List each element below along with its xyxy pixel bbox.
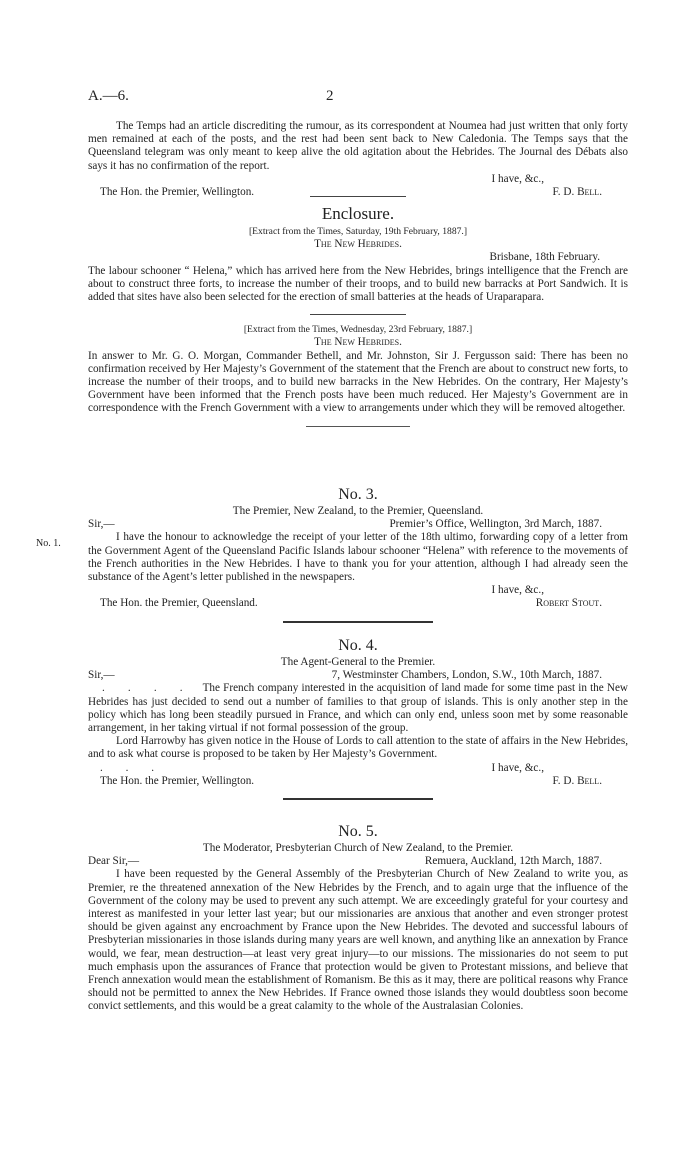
- extract-note: [Extract from the Times, Wednesday, 23rd February, 1887.]: [243, 324, 473, 336]
- extract-note: [Extract from the Times, Saturday, 19th February, 1887.]: [248, 226, 468, 237]
- letter-route: The Premier, New Zealand, to the Premier, Queensland.: [232, 505, 484, 517]
- closing: I have, &c.,: [491, 172, 544, 185]
- body-paragraph: I have been requested by the General Assembly of the Presbyterian Church of New Zealand to write you, as Premier, re the threatened annexation of the New Hebrides by the French, and to again urge that the influence of the Government of the colony may be used to prevent any such attempt. We are exceedingly grateful for your courtesy and interest as manifested in your letter last year; but our missionaries are anxious that another and even stronger protest should be given against any encroachment by France upon the New Hebrides. The devoted and successful labours of Presbyterian missionaries in those islands during many years are well known, and anything like an annexation by France would, we fear, mean destruction—at least very great injury—to our missions. The missionaries do not seem to put much emphasis upon the assurances of France that protection would be given to Protestant missions, and believe that French annexation would mean the establishment of Romanism. Be this as it may, there are political reasons why France should not be permitted to annex the New Hebrides. If France owned those islands they would doubtless soon become convict settlements, and this would be a great calamity to the whole of the Australasian Colonies.: [88, 868, 628, 1013]
- signature: Robert Stout.: [535, 597, 602, 610]
- addressee: The Hon. the Premier, Wellington.: [100, 774, 255, 787]
- closing: I have, &c.,: [491, 761, 544, 774]
- divider: [283, 798, 433, 800]
- section-heading: The New Hebrides.: [314, 238, 402, 251]
- letter-no-3: [88, 485, 628, 623]
- section-heading: The New Hebrides.: [314, 336, 402, 349]
- enclosure-section: [88, 196, 628, 427]
- letter-continuation: [88, 120, 628, 199]
- page-number: 2: [326, 88, 334, 104]
- body-paragraph: The labour schooner “ Helena,” which has arrived here from the New Hebrides, brings intelligence that the French are about to construct three forts, to increase the number of their troops, and to build new barracks at Port Sandwich. It is added that sites have also been selected for the erection of small batteries at the heads of Uraparapara.: [88, 264, 628, 304]
- letter-number: No. 4.: [338, 637, 378, 654]
- addressee: The Hon. the Premier, Wellington.: [100, 186, 255, 198]
- dateline: Remuera, Auckland, 12th March, 1887.: [424, 855, 602, 868]
- ellipsis: . . .: [100, 761, 164, 774]
- salutation: Dear Sir,—: [88, 855, 140, 868]
- dateline: Premier’s Office, Wellington, 3rd March, 1887.: [389, 518, 602, 531]
- divider: [283, 621, 433, 623]
- letter-number: No. 5.: [338, 823, 378, 840]
- enclosure-title: Enclosure.: [321, 204, 395, 223]
- letter-number: No. 3.: [338, 486, 378, 503]
- page-header: [88, 88, 628, 108]
- body-paragraph: The Temps had an article discrediting the rumour, as its correspondent at Noumea had just written that only forty men remained at each of the posts, and the rest had been sent back to New Caledonia. The Temps says that the Queensland telegram was only meant to keep alive the old agitation about the Hebrides. The Journal des Débats also says it has no confirmation of the report.: [88, 120, 628, 172]
- margin-reference: No. 1.: [36, 538, 61, 549]
- divider: [310, 314, 406, 315]
- body-paragraph: In answer to Mr. G. O. Morgan, Commander Bethell, and Mr. Johnston, Sir J. Fergusson said: There has been no confirmation received by Her Majesty’s Government of the statement that the French are about to construct new forts, to increase the number of their troops, and to build new barracks in the New Hebrides. On the contrary, Her Majesty’s Government have been informed that the French posts have been much reduced. Her Majesty’s Government are in correspondence with the French Government with a view to arrangements under which they will be removed altogether.: [88, 349, 628, 415]
- letter-no-5: [88, 822, 628, 1014]
- body-paragraph: [88, 682, 628, 735]
- divider: [306, 426, 410, 427]
- dateline: 7, Westminster Chambers, London, S.W., 10th March, 1887.: [331, 669, 602, 682]
- ellipsis: . . . .: [102, 682, 193, 695]
- letter-route: The Agent-General to the Premier.: [280, 656, 436, 668]
- closing: I have, &c.,: [491, 584, 544, 597]
- salutation: Sir,—: [88, 518, 115, 531]
- body-text: The French company interested in the acquisition of land made for some time past in the New Hebrides has just decided to send out a number of families to that group of islands. This is only another step in the policy which has long been steadily pursued in France, and which can only end, unless soon met by some reasonable arrangement, in her taking virtual if not formal possession of the group.: [88, 682, 628, 734]
- divider: [310, 196, 406, 197]
- salutation: Sir,—: [88, 669, 115, 682]
- signature: F. D. Bell.: [552, 186, 602, 198]
- signature: F. D. Bell.: [552, 774, 602, 787]
- series-number: A.—6.: [88, 88, 129, 104]
- body-paragraph: Lord Harrowby has given notice in the House of Lords to call attention to the state of affairs in the New Hebrides, and to ask what course is proposed to be taken by Her Majesty’s Government.: [88, 735, 628, 761]
- dateline: Brisbane, 18th February.: [489, 251, 600, 264]
- body-paragraph: I have the honour to acknowledge the receipt of your letter of the 18th ultimo, forwarding copy of a letter from the Government Agent of the Queensland Pacific Islands labour schooner “Helena” with reference to the movements of the French authorities in the New Hebrides. I have to thank you for your attention, although I had already seen the substance of the Agent’s letter published in the newspapers.: [88, 531, 628, 583]
- letter-route: The Moderator, Presbyterian Church of New Zealand, to the Premier.: [202, 842, 514, 854]
- letter-no-4: [88, 636, 628, 800]
- addressee: The Hon. the Premier, Queensland.: [100, 597, 258, 610]
